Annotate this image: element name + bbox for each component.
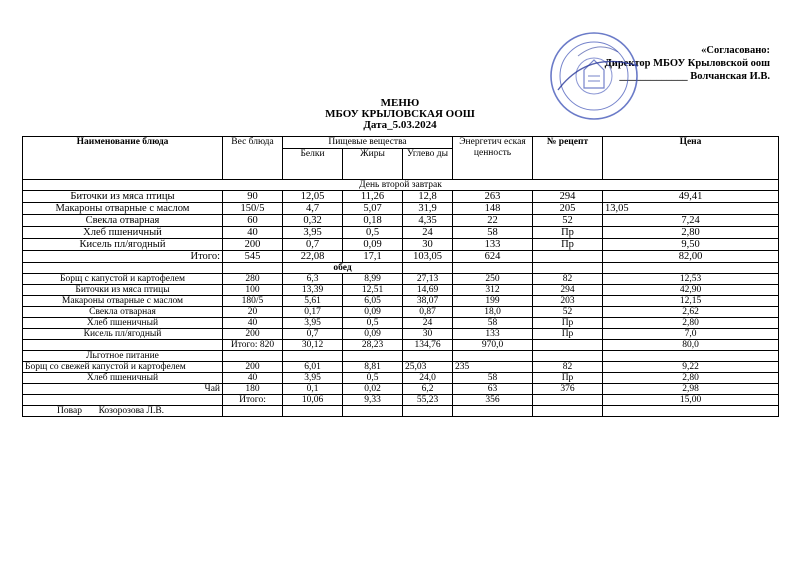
dish-energy: 199 [453,296,533,307]
table-row [23,296,779,307]
dish-carbs: 4,35 [403,215,453,227]
header-recipe: № рецепт [533,137,603,180]
dish-weight: 40 [223,373,283,384]
lunch-total-carbs: 134,76 [403,340,453,351]
dish-energy: 148 [453,203,533,215]
lunch-total-row [23,340,779,351]
dish-carbs: 24 [403,227,453,239]
dish-price: 2,98 [603,384,779,395]
dish-energy: 22 [453,215,533,227]
dish-price: 49,41 [603,191,779,203]
dish-name: Биточки из мяса птицы [23,191,223,203]
dish-weight: 20 [223,307,283,318]
dish-protein: 0,1 [283,384,343,395]
dish-energy: 235 [453,362,533,373]
dish-fat: 0,5 [343,373,403,384]
dish-weight: 180 [223,384,283,395]
dish-recipe: 203 [533,296,603,307]
dish-recipe: 82 [533,362,603,373]
dish-price: 12,15 [603,296,779,307]
benefit-total-price: 15,00 [603,395,779,406]
dish-weight: 200 [223,329,283,340]
table-row [23,285,779,296]
dish-energy: 18,0 [453,307,533,318]
dish-weight: 180/5 [223,296,283,307]
table-row [23,362,779,373]
dish-protein: 6,01 [283,362,343,373]
dish-weight: 40 [223,227,283,239]
dish-fat: 0,18 [343,215,403,227]
dish-energy: 263 [453,191,533,203]
benefit-total-row [23,395,779,406]
dish-name: Макароны отварные с маслом [23,296,223,307]
dish-fat: 8,99 [343,274,403,285]
dish-fat: 8,81 [343,362,403,373]
dish-price: 2,80 [603,227,779,239]
header-price: Цена [603,137,779,180]
table-row [23,307,779,318]
dish-carbs: 14,69 [403,285,453,296]
dish-recipe: 52 [533,215,603,227]
table-row [23,373,779,384]
dish-price: 7,24 [603,215,779,227]
section-benefit: Льготное питание [23,351,223,362]
dish-recipe: 205 [533,203,603,215]
seal-stamp-icon [548,30,640,122]
dish-name: Кисель пл/ягодный [23,329,223,340]
dish-price: 2,80 [603,318,779,329]
dish-price: 42,90 [603,285,779,296]
dish-protein: 0,7 [283,239,343,251]
dish-carbs: 27,13 [403,274,453,285]
dish-energy: 63 [453,384,533,395]
benefit-total-energy: 356 [453,395,533,406]
dish-name: Борщ с капустой и картофелем [23,274,223,285]
dish-carbs: 12,8 [403,191,453,203]
dish-price: 7,0 [603,329,779,340]
dish-carbs: 31,9 [403,203,453,215]
dish-protein: 0,17 [283,307,343,318]
benefit-total-fat: 9,33 [343,395,403,406]
total-weight: 545 [223,251,283,263]
benefit-total-carbs: 55,23 [403,395,453,406]
lunch-total-weight: Итого: 820 [223,340,283,351]
dish-name: Биточки из мяса птицы [23,285,223,296]
cook-label: Повар [57,406,82,416]
dish-price: 2,80 [603,373,779,384]
lunch-rows [23,274,779,340]
dish-fat: 11,26 [343,191,403,203]
dish-carbs: 30 [403,329,453,340]
dish-carbs: 6,2 [403,384,453,395]
dish-name: Хлеб пшеничный [23,227,223,239]
dish-weight: 90 [223,191,283,203]
total-protein: 22,08 [283,251,343,263]
total-carbs: 103,05 [403,251,453,263]
benefit-total-label: Итого: [223,395,283,406]
dish-fat: 0,09 [343,329,403,340]
dish-fat: 0,5 [343,227,403,239]
dish-protein: 3,95 [283,227,343,239]
lunch-total-energy: 970,0 [453,340,533,351]
dish-name: Кисель пл/ягодный [23,239,223,251]
dish-price: 9,22 [603,362,779,373]
dish-weight: 60 [223,215,283,227]
header-energy: Энергетич еская ценность [453,137,533,180]
dish-recipe: 82 [533,274,603,285]
table-row [23,274,779,285]
approval-line-2: Директор МБОУ Крыловской оош [604,58,770,69]
table-row [23,191,779,203]
header-fat: Жиры [343,149,403,180]
title-menu: МЕНЮ [380,97,420,109]
section-breakfast: День второй завтрак [23,180,779,191]
dish-recipe: Пр [533,239,603,251]
table-row [23,227,779,239]
dish-name: Хлеб пшеничный [23,318,223,329]
table-row [23,384,779,395]
dish-protein: 0,7 [283,329,343,340]
dish-name: Хлеб пшеничный [23,373,223,384]
dish-energy: 58 [453,227,533,239]
lunch-total-price: 80,0 [603,340,779,351]
dish-carbs: 24 [403,318,453,329]
dish-energy: 250 [453,274,533,285]
dish-fat: 12,51 [343,285,403,296]
dish-price: 12,53 [603,274,779,285]
dish-recipe: 294 [533,285,603,296]
benefit-rows [23,362,779,395]
document-title [300,98,500,131]
total-price: 82,00 [603,251,779,263]
table-row [23,215,779,227]
approval-line-1: «Согласовано: [701,45,770,56]
dish-price: 9,50 [603,239,779,251]
dish-price: 2,62 [603,307,779,318]
title-school: МБОУ КРЫЛОВСКАЯ ООШ [325,108,475,120]
dish-name: Борщ со свежей капустой и картофелем [23,362,223,373]
dish-name: Чай [23,384,223,395]
total-energy: 624 [453,251,533,263]
dish-recipe: 52 [533,307,603,318]
dish-weight: 280 [223,274,283,285]
section-lunch: обед [283,263,403,274]
lunch-total-protein: 30,12 [283,340,343,351]
header-weight: Вес блюда [223,137,283,180]
dish-energy: 133 [453,239,533,251]
dish-protein: 5,61 [283,296,343,307]
dish-protein: 3,95 [283,373,343,384]
dish-recipe: Пр [533,329,603,340]
dish-price: 13,05 [603,203,779,215]
dish-recipe: Пр [533,227,603,239]
dish-energy: 133 [453,329,533,340]
table-row [23,318,779,329]
dish-weight: 200 [223,239,283,251]
header-nutrients: Пищевые вещества [283,137,453,149]
dish-weight: 100 [223,285,283,296]
menu-table [22,136,779,417]
header-carbs: Углево ды [403,149,453,180]
dish-fat: 5,07 [343,203,403,215]
dish-protein: 12,05 [283,191,343,203]
total-fat: 17,1 [343,251,403,263]
cook-row [23,406,779,417]
cook-name: Козорозова Л.В. [98,406,165,416]
title-date: Дата_5.03.2024 [363,119,437,131]
dish-fat: 0,02 [343,384,403,395]
total-label: Итого: [23,251,223,263]
dish-fat: 0,5 [343,318,403,329]
dish-protein: 6,3 [283,274,343,285]
dish-carbs: 38,07 [403,296,453,307]
dish-energy: 58 [453,318,533,329]
breakfast-total-row [23,251,779,263]
dish-name: Макароны отварные с маслом [23,203,223,215]
dish-weight: 40 [223,318,283,329]
dish-energy: 58 [453,373,533,384]
dish-protein: 0,32 [283,215,343,227]
dish-carbs: 0,87 [403,307,453,318]
header-name: Наименование блюда [23,137,223,180]
dish-protein: 13,39 [283,285,343,296]
dish-recipe: Пр [533,318,603,329]
dish-protein: 4,7 [283,203,343,215]
dish-recipe: 376 [533,384,603,395]
benefit-total-protein: 10,06 [283,395,343,406]
dish-energy: 312 [453,285,533,296]
dish-name: Свекла отварная [23,307,223,318]
dish-fat: 0,09 [343,307,403,318]
table-row [23,203,779,215]
dish-fat: 6,05 [343,296,403,307]
table-row [23,329,779,340]
dish-carbs: 24,0 [403,373,453,384]
dish-name: Свекла отварная [23,215,223,227]
dish-fat: 0,09 [343,239,403,251]
dish-weight: 150/5 [223,203,283,215]
dish-recipe: 294 [533,191,603,203]
approval-line-3: _____________ Волчанская И.В. [619,71,770,82]
dish-recipe: Пр [533,373,603,384]
breakfast-rows [23,191,779,251]
dish-carbs: 25,03 [403,362,453,373]
dish-carbs: 30 [403,239,453,251]
dish-weight: 200 [223,362,283,373]
lunch-total-fat: 28,23 [343,340,403,351]
dish-protein: 3,95 [283,318,343,329]
header-protein: Белки [283,149,343,180]
table-row [23,239,779,251]
